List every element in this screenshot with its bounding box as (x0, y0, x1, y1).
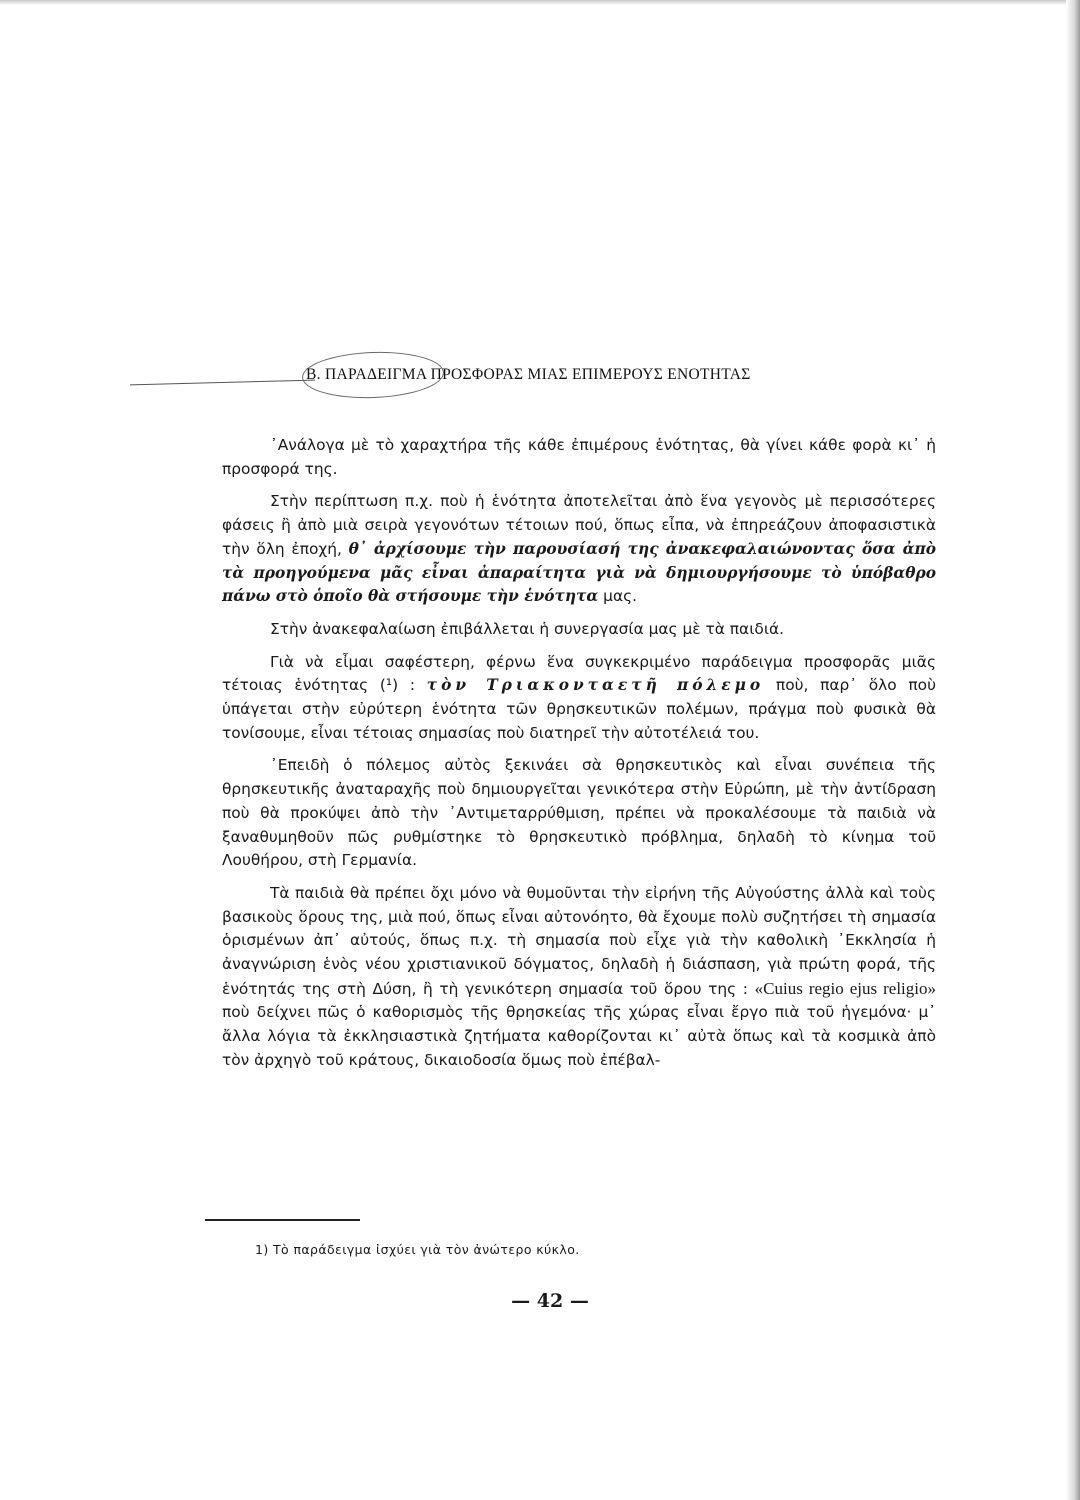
paragraph-2-end: μας. (598, 587, 638, 606)
paragraph-3: Στὴν ἀνακεφαλαίωση ἐπιβάλλεται ἡ συνεργασία μας μὲ τὰ παιδιά. (270, 619, 785, 638)
paragraph-1: ᾿Ανάλογα μὲ τὸ χαραχτήρα τῆς κάθε ἐπιμέρους ἑνότητας, θὰ γίνει κάθε φορὰ κι᾿ ἡ προσφορά της. (222, 436, 936, 478)
paragraph-2-start: Στὴν περίπτωση π.χ. ποὺ ἡ ἑνότητα ἀποτελεῖται ἀπὸ ἕνα γεγονὸς μὲ περισσότερες φάσεις ἢ ἀπὸ μιὰ σειρὰ γεγονότων τέτοιων πού, ὅπως εἶπα, νὰ ἐπηρεάζουν ἀποφασιστικὰ τὴν ὅλη ἐποχή, (222, 492, 936, 558)
paragraph-6-end: ποὺ δείχνει πῶς ὁ καθορισμὸς τῆς θρησκείας τῆς χώρας εἶναι ἔργο πιὰ τοῦ ἡγεμόνα· μ᾿ ἄλλα λόγια τὰ ἐκκλησιαστικὰ ζητήματα καθορίζονται κι᾿ αὐτὰ ὅπως καὶ τὰ κοσμικὰ ἀπὸ τὸν ἀρχηγὸ τοῦ κράτους, δικαιοδοσία ὅμως ποὺ ἐπέβαλ- (222, 1003, 936, 1069)
paragraph-4-end: ποὺ, παρ᾿ ὅλο ποὺ ὑπάγεται στὴν εὐρύτερη ἑνότητα τῶν θρησκευτικῶν πολέμων, πράγμα ποὺ φυσικὰ θὰ τονίσουμε, εἶναι τέτοιας σημασίας ποὺ διατηρεῖ τὴν αὐτοτέλειά του. (222, 676, 936, 742)
page-top-edge (0, 0, 1080, 5)
footnote-divider (205, 1219, 360, 1221)
paragraph-2 (222, 490, 936, 609)
paragraph-2-emphasis: θ᾿ ἀρχίσουμε τὴν παρουσίασή της ἀνακεφαλαιώνοντας ὅσα ἀπὸ τὰ προηγούμενα μᾶς εἶναι ἀπαραίτητα γιὰ νὰ δημιουργήσουμε τὸ ὑπόβαθρο πάνω στὸ ὁποῖο θὰ στήσουμε τὴν ἑνότητα (222, 539, 936, 606)
handwritten-pencil-line (130, 380, 315, 386)
paragraph-4-emphasis: τὸν Τριακονταετῆ πόλεμο (426, 676, 765, 695)
page-number: — 42 — (511, 1290, 589, 1312)
paragraph-4-start: Γιὰ νὰ εἶμαι σαφέστερη, φέρνω ἕνα συγκεκριμένο παράδειγμα προσφορᾶς μιᾶς τέτοιας ἑνότητας (¹) : (222, 652, 936, 695)
section-heading-block (130, 360, 890, 400)
section-heading: Β. ΠΑΡΑΔΕΙΓΜΑ ΠΡΟΣΦΟΡΑΣ ΜΙΑΣ ΕΠΙΜΕΡΟΥΣ ΕΝΟΤΗΤΑΣ (306, 366, 751, 383)
paragraph-5: ᾿Επειδὴ ὁ πόλεμος αὐτὸς ξεκινάει σὰ θρησκευτικὸς καὶ εἶναι συνέπεια τῆς θρησκευτικῆς ἀναταραχῆς ποὺ δημιουργεῖται γενικότερα στὴν Εὐρώπη, μὲ τὴν ἀντίδραση ποὺ θὰ προκύψει ἀπὸ τὴν ᾿Αντιμεταρρύθμιση, πρέπει νὰ προκαλέσουμε τὰ παιδιὰ νὰ ξαναθυμηθοῦν πῶς ρυθμίστηκε τὸ θρησκευτικὸ πρόβλημα, δηλαδὴ τὸ κίνημα τοῦ Λουθήρου, στὴ Γερμανία. (222, 756, 936, 870)
paragraph-6 (222, 882, 936, 1073)
paragraph-4 (222, 651, 936, 746)
body-text (222, 434, 936, 1082)
paragraph-6-start: Τὰ παιδιὰ θὰ πρέπει ὄχι μόνο νὰ θυμοῦνται τὴν εἰρήνη τῆς Αὐγούστης ἀλλὰ καὶ τοὺς βασικοὺς ὅρους της, μιὰ πού, ὅπως εἶναι αὐτονόητο, θὰ ἔχουμε πολὺ συζητήσει τὴ σημασία ὁρισμένων ἀπ᾿ αὐτούς, ὅπως π.χ. τὴ σημασία ποὺ εἶχε γιὰ τὴν καθολικὴ ᾿Εκκλησία ἡ ἀναγνώριση ἑνὸς νέου χριστιανικοῦ δόγματος, δηλαδὴ ἡ διάσπαση, γιὰ πρώτη φορά, τῆς ἑνότητάς της στὴ Δύση, ἢ τὴ γενικότερη σημασία τοῦ ὅρου της : (222, 883, 936, 998)
latin-quote: «Cuius regio ejus religio» (754, 978, 937, 998)
page-right-edge (1066, 0, 1080, 1500)
footnote: 1) Τὸ παράδειγμα ἰσχύει γιὰ τὸν ἀνώτερο κύκλο. (255, 1242, 580, 1257)
